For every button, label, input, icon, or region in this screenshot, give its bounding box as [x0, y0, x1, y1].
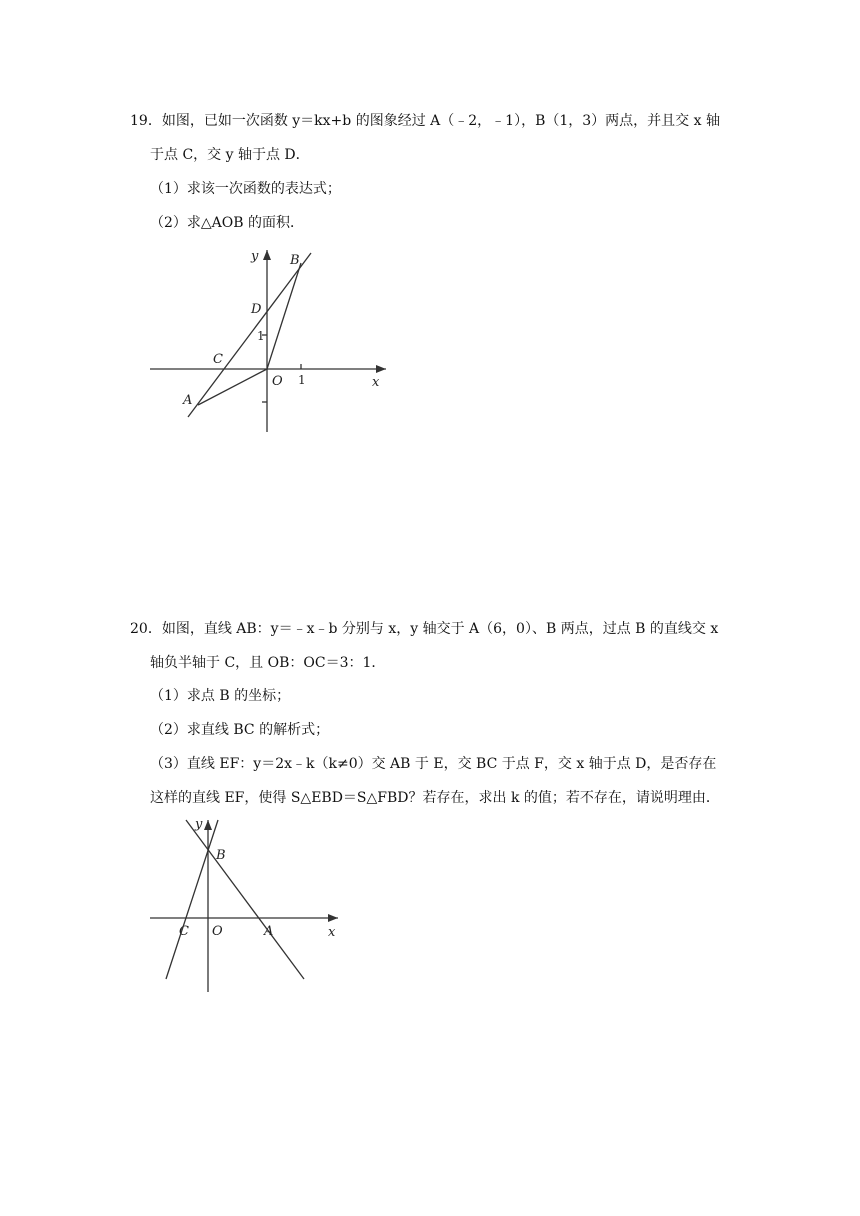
q19-x-arrow — [376, 365, 386, 373]
q19-figure — [140, 240, 400, 440]
q20-label-x: x — [328, 925, 336, 940]
q19-label-D: D — [251, 302, 262, 317]
q20-part3: （3）直线 EF：y＝2x﹣k（k≠0）交 AB 于 E，交 BC 于点 F，交 x 轴于点 D，是否存在 — [150, 756, 717, 772]
q20-label-O: O — [212, 924, 223, 939]
q20-label-y: y — [195, 817, 203, 832]
q19-label-A: A — [183, 393, 193, 408]
q19-label-one-y: 1 — [257, 329, 265, 343]
q19-label-B: B — [290, 253, 300, 268]
q19-text-line1: 19．如图，已如一次函数 y＝kx+b 的图象经过 A（﹣2，﹣1），B（1，3）两点，并且交 x 轴 — [130, 113, 720, 129]
q20-x-arrow — [328, 914, 338, 922]
q20-text-line2: 轴负半轴于 C，且 OB：OC＝3：1． — [150, 655, 386, 671]
q19-line-AB — [188, 253, 311, 417]
q19-graph — [140, 240, 400, 440]
q19-label-C: C — [213, 352, 223, 367]
q20-label-C: C — [179, 924, 189, 939]
q20-line-BC — [166, 820, 218, 979]
q20-text-line1: 20．如图，直线 AB：y＝﹣x﹣b 分别与 x，y 轴交于 A（6，0）、B 两点，过点 B 的直线交 x — [130, 621, 719, 637]
q19-label-O: O — [272, 374, 283, 389]
q20-graph — [140, 810, 350, 1000]
q19-part2: （2）求△AOB 的面积． — [150, 215, 304, 231]
q20-line-AB — [186, 820, 304, 979]
q20-y-arrow — [204, 820, 212, 830]
q20-part1: （1）求点 B 的坐标； — [150, 688, 291, 704]
q20-part3-continued: 这样的直线 EF，使得 S△EBD＝S△FBD？若存在，求出 k 的值；若不存在，请说明理由． — [150, 790, 720, 806]
q19-segment-OA — [198, 369, 267, 405]
q19-part1: （1）求该一次函数的表达式； — [150, 181, 341, 197]
q20-figure — [140, 810, 350, 1000]
q19-y-arrow — [263, 250, 271, 260]
q19-label-one-x: 1 — [298, 373, 306, 387]
q19-label-x: x — [372, 375, 380, 390]
q20-label-B: B — [216, 848, 226, 863]
q19-segment-OB — [267, 263, 301, 369]
q20-label-A: A — [264, 924, 274, 939]
q19-text-line2: 于点 C，交 y 轴于点 D． — [150, 147, 310, 163]
q19-label-y: y — [251, 249, 259, 264]
q20-part2: （2）求直线 BC 的解析式； — [150, 722, 330, 738]
